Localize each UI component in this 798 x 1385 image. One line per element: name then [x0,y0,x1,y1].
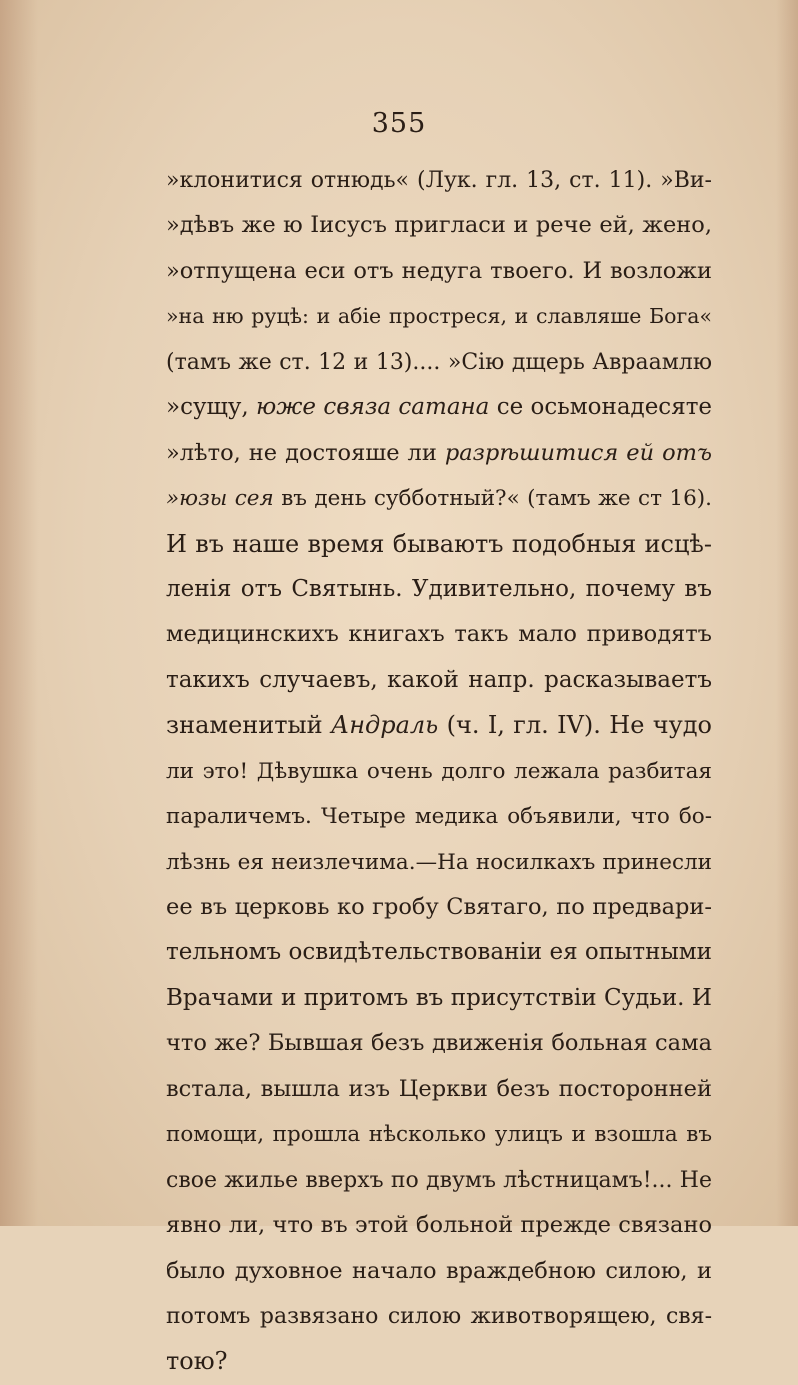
text-line [166,431,712,476]
text-segment: »дѣвъ же ю Іисусъ пригласи и рече ей, жено, [166,212,712,239]
text-line [166,476,712,521]
text-segment: было духовное начало враждебною силою, и [166,1257,712,1284]
text-line [166,1021,712,1066]
text-line [166,930,712,975]
text-line [166,794,712,839]
body-text [166,158,712,1385]
page-number: 355 [371,108,427,139]
text-segment: се осьмонадесяте [489,394,713,421]
text-segment: тельномъ освидѣтельствованіи ея опытными [166,939,712,966]
text-segment: потомъ развязано силою животворящею, свя- [166,1303,712,1329]
text-line [166,203,712,248]
text-line [166,703,712,748]
text-segment: параличемъ. Четыре медика объявили, что бо- [166,804,712,830]
text-segment: ли это! Дѣвушка очень долго лежала разбитая [166,758,712,784]
text-line [166,1158,712,1203]
text-segment: »лѣто, не достояше ли [166,439,445,466]
text-segment: знаменитый [166,711,332,740]
text-line [166,749,712,794]
italic-phrase: разрѣшитися ей отъ [444,439,712,466]
page-edge-shadow-right [776,0,798,1226]
text-segment: »на ню руцѣ: и абіе простреся, и славляше Бога« [166,304,712,329]
text-segment: »сущу, [166,394,257,421]
italic-phrase: »юзы сея [166,486,274,512]
text-segment: такихъ случаевъ, какой напр. расказываетъ [166,666,712,693]
text-segment: явно ли, что въ этой больной прежде связано [166,1212,712,1239]
text-line [166,1339,712,1384]
text-segment: помощи, прошла нѣсколько улицъ и взошла въ [166,1122,712,1148]
text-line [166,340,712,385]
text-segment: медицинскихъ книгахъ такъ мало приводятъ [166,621,712,648]
text-line [166,158,712,203]
text-segment: что же? Бывшая безъ движенія больная сама [166,1030,712,1057]
text-line [166,249,712,294]
text-line [166,1249,712,1294]
text-line [166,885,712,930]
text-line [166,1203,712,1248]
text-segment: (тамъ же ст. 12 и 13).... »Сію дщерь Авраамлю [166,349,712,375]
text-segment: И въ наше время бываютъ подобныя исцѣ- [166,529,712,558]
text-line [166,385,712,430]
text-line [166,658,712,703]
text-segment: ленія отъ Святынь. Удивительно, почему въ [166,575,712,602]
text-line [166,840,712,885]
italic-phrase: Андраль [331,711,439,740]
text-segment: (ч. I, гл. IV). Не чудо [438,711,713,740]
text-line [166,567,712,612]
text-segment: въ день субботный?« (тамъ же ст 16). [273,486,713,512]
text-segment: ее въ церковь ко гробу Святаго, по предвари- [166,894,712,920]
text-line [166,1067,712,1112]
text-segment: лѣзнь ея неизлечима.—На носилкахъ принесли [166,849,712,875]
text-line [166,522,712,567]
text-segment: »клонитися отнюдь« (Лук. гл. 13, ст. 11). »Ви- [166,168,712,193]
text-line [166,976,712,1021]
text-segment: встала, вышла изъ Церкви безъ посторонней [166,1075,712,1102]
text-segment: Врачами и притомъ въ присутствіи Судьи. И [166,984,712,1011]
page-edge-shadow-left [0,0,38,1226]
italic-phrase: юже связа сатана [256,394,490,421]
text-segment: свое жилье вверхъ по двумъ лѣстницамъ!... Не [166,1167,712,1193]
text-line [166,612,712,657]
text-line [166,1112,712,1157]
text-segment: »отпущена еси отъ недуга твоего. И возложи [166,257,712,284]
text-line [166,294,712,339]
text-line [166,1294,712,1339]
text-segment: тою? [166,1347,228,1376]
